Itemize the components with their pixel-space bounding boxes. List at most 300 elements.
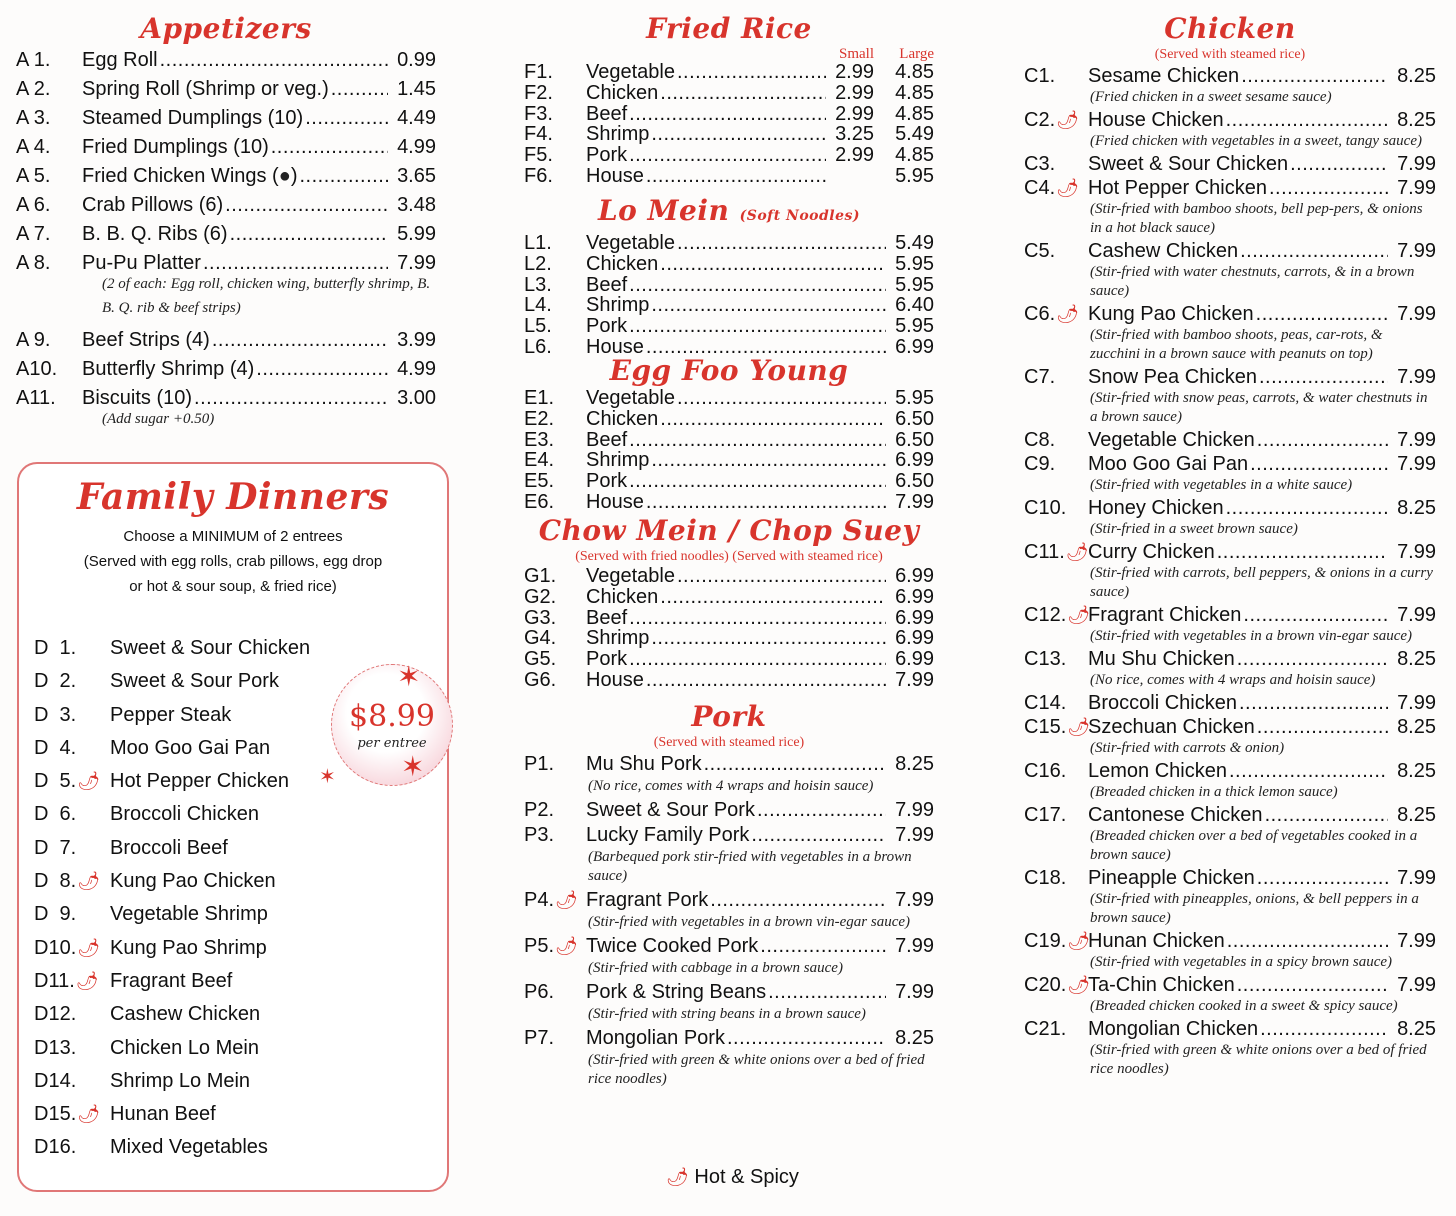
item-price: 1.45 [397,78,436,100]
item-name: Fragrant Pork [586,889,709,911]
item-price: 4.99 [397,358,436,380]
chili-pepper-icon: 🌶 [1067,931,1091,951]
intro-line-1: Choose a MINIMUM of 2 entrees [123,528,343,545]
item-description: (2 of each: Egg roll, chicken wing, butterfly shrimp, B. B. Q. rib & beef strips) [102,276,431,316]
star-icon: ✶ [401,751,425,782]
dot-leader [651,124,826,145]
menu-item [1024,108,1436,132]
item-name: Pork [586,315,628,338]
item-name: Hunan Chicken [1088,930,1225,952]
item-name: Twice Cooked Pork [586,935,759,957]
dot-leader [677,233,886,254]
dot-leader [1237,973,1388,997]
lo-mein-list [524,233,934,358]
item-name: Mu Shu Chicken [1088,648,1235,670]
item-code: F2. [524,81,553,104]
item-code: C17. [1024,804,1067,826]
item-price: 6.99 [895,585,934,608]
item-name: Egg Roll [82,49,158,71]
star-icon: ✶ [319,766,336,788]
item-price: 8.25 [1397,109,1436,131]
chow-mein-list [524,566,934,691]
large-label: Large [899,46,934,62]
menu-item [524,254,934,275]
item-code: L6. [524,335,552,358]
item-code: D15.🌶 [34,1098,110,1131]
menu-item [1024,647,1436,671]
item-name: Steamed Dumplings (10) [82,107,304,129]
menu-item [524,450,934,471]
dot-leader [710,888,886,913]
item-price: 7.99 [895,935,934,957]
family-dinner-item [34,632,310,665]
item-price: 0.99 [397,49,436,71]
item-price: 6.99 [895,335,934,358]
menu-item [1024,866,1436,890]
dot-leader [1239,691,1388,715]
price-small: 2.99 [835,102,874,125]
item-code: C4.🌶 [1024,177,1079,199]
dot-leader [225,191,388,220]
menu-item [524,670,934,691]
item-code: L1. [524,232,552,254]
item-name: Vegetable Chicken [1088,429,1255,451]
item-name: Broccoli Chicken [1088,692,1237,714]
dot-leader [646,670,886,691]
chow-mein-title: Chow Mein / Chop Suey [538,514,920,547]
item-code: C10. [1024,497,1067,519]
item-code: C9. [1024,453,1056,475]
item-name: Spring Roll (Shrimp or veg.) [82,78,329,100]
item-code: D10.🌶 [34,932,110,965]
dot-leader [629,608,886,629]
family-dinner-item [34,732,310,765]
menu-item [1024,691,1436,715]
badge-note: per entree [357,736,427,751]
chicken-title: Chicken [1164,12,1296,45]
item-price: 7.99 [1397,366,1436,388]
item-name: Mixed Vegetables [110,1136,268,1159]
dot-leader [1257,428,1388,452]
item-code: E6. [524,490,555,513]
chili-pepper-icon: 🌶 [555,936,578,956]
item-name: Mongolian Pork [586,1027,725,1049]
item-code: P2. [524,799,555,821]
item-name: Chicken [586,407,659,430]
item-code: D 5.🌶 [34,765,110,798]
item-name: House [586,335,644,358]
item-code: D 4. [34,736,77,759]
item-name: Chicken [586,252,659,275]
item-code: A 9. [16,329,51,351]
item-name: Shrimp Lo Mein [110,1069,251,1092]
item-code: E1. [524,387,555,409]
item-description: (Stir-fried with carrots & onion) [1090,740,1285,756]
item-name: Biscuits (10) [82,387,193,409]
chili-pepper-icon: 🌶 [1065,542,1089,562]
item-price: 6.50 [895,470,934,493]
family-dinner-item [34,699,310,732]
family-dinner-item [34,765,310,798]
pork-note: (Served with steamed rice) [653,735,805,750]
family-dinners-title: Family Dinners [76,476,390,518]
dot-leader [256,355,388,384]
chili-pepper-icon: 🌶 [666,1167,689,1187]
item-code: C20.🌶 [1024,974,1091,996]
item-code: A 2. [16,78,51,100]
price-large: 4.85 [895,144,934,167]
item-name: Kung Pao Shrimp [110,936,267,959]
item-code: C19.🌶 [1024,930,1091,952]
family-dinner-item [34,1032,310,1065]
dot-leader [760,934,886,959]
item-code: C6.🌶 [1024,303,1079,325]
dot-leader [751,823,886,848]
item-code: E2. [524,407,555,430]
item-price: 4.49 [397,107,436,129]
item-name: Hot Pepper Chicken [110,770,289,793]
item-price: 7.99 [1397,974,1436,996]
item-code: D 8.🌶 [34,865,110,898]
item-price: 7.99 [895,824,934,846]
family-dinner-item [34,798,310,831]
dot-leader [1241,64,1388,88]
item-code: A 3. [16,107,51,129]
item-description: (Stir-fried with bamboo shoots, bell pep-pers, & onions in a hot black sauce) [1090,201,1423,236]
item-price: 8.25 [1397,648,1436,670]
item-code: C5. [1024,240,1056,262]
item-name: Curry Chicken [1088,541,1215,563]
item-code: C8. [1024,429,1056,451]
menu-item [524,388,934,409]
menu-item [16,75,436,104]
item-name: Mongolian Chicken [1088,1018,1259,1040]
menu-item [524,980,934,1005]
family-dinner-item [34,865,310,898]
item-description: (Stir-fried with vegetables in a spicy brown sauce) [1090,954,1393,970]
family-dinner-item [34,832,310,865]
egg-foo-young-title: Egg Foo Young [609,354,849,387]
item-price: 7.99 [1397,453,1436,475]
item-code: D14. [34,1069,77,1092]
chili-pepper-icon: 🌶 [77,771,101,792]
item-price: 8.25 [1397,760,1436,782]
dot-leader [1237,647,1388,671]
menu-item [524,628,934,649]
dot-leader [194,384,388,413]
dot-leader [660,254,886,275]
item-code: D13. [34,1036,77,1059]
item-name: House Chicken [1088,109,1224,131]
pork-section [524,700,934,1091]
menu-item [524,83,934,104]
item-code: F3. [524,102,553,125]
item-price: 7.99 [1397,541,1436,563]
fried-rice-title: Fried Rice [646,12,812,45]
chili-pepper-icon: 🌶 [1067,605,1091,625]
chili-pepper-icon: 🌶 [77,871,101,892]
item-price: 8.25 [1397,716,1436,738]
item-price: 8.25 [1397,65,1436,87]
item-code: A 1. [16,49,51,71]
intro-line-3: or hot & sour soup, & fried rice) [129,578,337,595]
dot-leader [331,75,388,104]
menu-item [524,104,934,125]
dot-leader [212,326,388,355]
pork-list [524,752,934,1089]
item-name: Chicken Lo Mein [110,1036,259,1059]
menu-item [16,191,436,220]
dot-leader [660,587,886,608]
item-code: G3. [524,606,557,629]
menu-item [1024,152,1436,176]
menu-item [1024,803,1436,827]
menu-item [16,46,436,75]
item-price: 7.99 [895,981,934,1003]
dot-leader [629,649,886,670]
item-code: C14. [1024,692,1067,714]
dot-leader [768,980,886,1005]
family-dinner-item [34,1098,310,1131]
dot-leader [1269,176,1388,200]
item-name: House [586,668,644,691]
menu-item [524,934,934,959]
item-price: 7.99 [895,668,934,691]
fried-rice-list [524,62,934,187]
item-price: 8.25 [1397,1018,1436,1040]
price-small: 2.99 [835,61,874,83]
menu-item [1024,239,1436,263]
dot-leader [660,83,826,104]
dot-leader [651,628,886,649]
family-dinner-item [34,1065,310,1098]
menu-item [1024,929,1436,953]
item-code: E3. [524,428,555,451]
dot-leader [727,1026,886,1051]
intro-line-2: (Served with egg rolls, crab pillows, egg drop [83,553,383,570]
dot-leader [1250,452,1388,476]
appetizers-title: Appetizers [140,12,312,45]
item-name: Vegetable [586,387,675,409]
item-name: Broccoli Beef [110,836,228,859]
item-name: Chicken [586,81,659,104]
item-code: A 8. [16,252,51,274]
dot-leader [1265,803,1388,827]
price-large: 4.85 [895,102,934,125]
dot-leader [1259,365,1388,389]
item-code: D 3. [34,703,77,726]
item-name: Sesame Chicken [1088,65,1240,87]
item-code: G5. [524,648,557,671]
item-code: A 5. [16,165,51,187]
egg-foo-young-section [524,354,934,513]
menu-item [524,566,934,587]
item-name: Pork [586,144,628,167]
item-name: Lemon Chicken [1088,760,1227,782]
menu-item [16,355,436,384]
family-dinner-item [34,932,310,965]
chili-pepper-icon: 🌶 [77,937,101,958]
family-dinner-item [34,898,310,931]
chicken-list [1024,64,1436,1079]
item-name: Pu-Pu Platter [82,252,201,274]
item-code: P7. [524,1027,555,1049]
item-description: (Stir-fried with green & white onions over a bed of fried rice noodles) [588,1052,925,1087]
item-price: 6.99 [895,565,934,587]
item-code: C2.🌶 [1024,109,1079,131]
chili-pepper-icon: 🌶 [77,1104,101,1125]
item-name: Pineapple Chicken [1088,867,1255,889]
item-code: C18. [1024,867,1067,889]
chicken-section [1024,12,1436,1080]
item-price: 7.99 [1397,604,1436,626]
item-name: House [586,490,644,513]
chili-pepper-icon: 🌶 [75,970,99,991]
middle-column [490,0,960,1216]
item-name: Beef [586,428,628,451]
item-description: (Barbequed pork stir-fried with vegetables in a brown sauce) [588,849,912,884]
item-description: (Stir-fried with carrots, bell peppers, & onions in a curry sauce) [1090,565,1433,600]
item-code: G4. [524,627,557,650]
item-code: F1. [524,61,553,83]
item-code: C12.🌶 [1024,604,1091,626]
item-code: A 7. [16,223,51,245]
menu-item [16,104,436,133]
item-code: E5. [524,470,555,493]
dot-leader [1240,239,1388,263]
item-name: Cantonese Chicken [1088,804,1263,826]
item-code: P3. [524,824,555,846]
item-name: Pork [586,648,628,671]
item-price: 3.65 [397,165,436,187]
badge-price: $8.99 [349,699,435,734]
item-code: G1. [524,565,557,587]
item-code: A 4. [16,136,51,158]
item-description: (Stir-fried with string beans in a brown sauce) [588,1006,866,1022]
item-price: 6.50 [895,407,934,430]
menu-item [1024,428,1436,452]
menu-item [1024,973,1436,997]
dot-leader [629,316,886,337]
menu-item [16,384,436,413]
price-large: 5.49 [895,123,934,146]
dot-leader [651,450,886,471]
item-name: Ta-Chin Chicken [1088,974,1235,996]
item-price: 5.95 [895,252,934,275]
dot-leader [1226,496,1388,520]
item-price: 6.99 [895,627,934,650]
item-name: Mu Shu Pork [586,753,702,775]
family-dinner-item [34,965,310,998]
item-code: D 9. [34,903,77,926]
dot-leader [629,145,826,166]
item-code: C11.🌶 [1024,541,1089,563]
item-price: 6.99 [895,449,934,472]
family-dinner-item [34,998,310,1031]
dot-leader [1217,540,1388,564]
menu-item [16,133,436,162]
item-price: 6.99 [895,648,934,671]
menu-item [1024,1017,1436,1041]
item-price: 7.99 [1397,692,1436,714]
menu-item [524,233,934,254]
menu-item [524,608,934,629]
item-price: 6.50 [895,428,934,451]
item-name: Shrimp [586,449,650,472]
item-price: 7.99 [895,799,934,821]
item-description: (Stir-fried with vegetables in a brown vin-egar sauce) [1090,628,1413,644]
menu-item [524,587,934,608]
item-price: 3.99 [397,329,436,351]
menu-item [16,326,436,355]
appetizers-list [16,46,436,431]
menu-item [1024,452,1436,476]
item-name: Kung Pao Chicken [1088,303,1254,325]
dot-leader [1226,108,1388,132]
item-name: Butterfly Shrimp (4) [82,358,255,380]
dot-leader [1260,1017,1388,1041]
item-name: Fragrant Chicken [1088,604,1242,626]
pork-title: Pork [691,700,767,733]
item-description: (Stir-fried in a sweet brown sauce) [1090,521,1298,537]
menu-item [524,124,934,145]
item-code: P4.🌶 [524,889,578,911]
menu-item [1024,540,1436,564]
item-price: 5.95 [895,273,934,296]
item-name: Kung Pao Chicken [110,870,276,893]
chili-pepper-icon: 🌶 [1056,304,1079,324]
item-code: P1. [524,753,555,775]
chili-pepper-icon: 🌶 [1067,975,1091,995]
family-dinners-intro [19,524,447,599]
item-name: House [586,164,644,187]
chicken-note: (Served with steamed rice) [1154,47,1306,62]
dot-leader [677,62,826,83]
price-small: 3.25 [835,123,874,146]
item-name: Szechuan Chicken [1088,716,1255,738]
item-name: Chicken [586,585,659,608]
item-code: C1. [1024,65,1056,87]
hot-spicy-legend [665,1166,799,1189]
lo-mein-section [524,194,934,358]
item-description: (Stir-fried with vegetables in a white sauce) [1090,477,1353,493]
item-description: (Breaded chicken cooked in a sweet & spicy sauce) [1090,998,1398,1014]
item-code: D16. [34,1136,77,1159]
item-name: Cashew Chicken [110,1003,261,1026]
item-code: F6. [524,164,553,187]
item-description: (Stir-fried with vegetables in a brown vin-egar sauce) [588,914,911,930]
item-name: Beef Strips (4) [82,329,210,351]
item-name: Fried Dumplings (10) [82,136,269,158]
item-name: Beef [586,102,628,125]
menu-item [524,295,934,316]
dot-leader [629,104,826,125]
menu-item [524,888,934,913]
dot-leader [1243,603,1388,627]
item-name: Vegetable [586,565,675,587]
item-code: G2. [524,585,557,608]
item-name: Vegetable Shrimp [110,903,268,926]
dot-leader [704,752,886,777]
item-code: C15.🌶 [1024,716,1091,738]
item-name: Fried Chicken Wings ( [82,165,279,187]
item-name: Crab Pillows (6) [82,194,224,216]
chili-pepper-icon: 🌶 [1067,717,1091,737]
item-code: P5.🌶 [524,935,578,957]
left-column [0,0,470,1216]
item-name: Sweet & Sour Pork [110,670,279,693]
item-price: 7.99 [895,889,934,911]
